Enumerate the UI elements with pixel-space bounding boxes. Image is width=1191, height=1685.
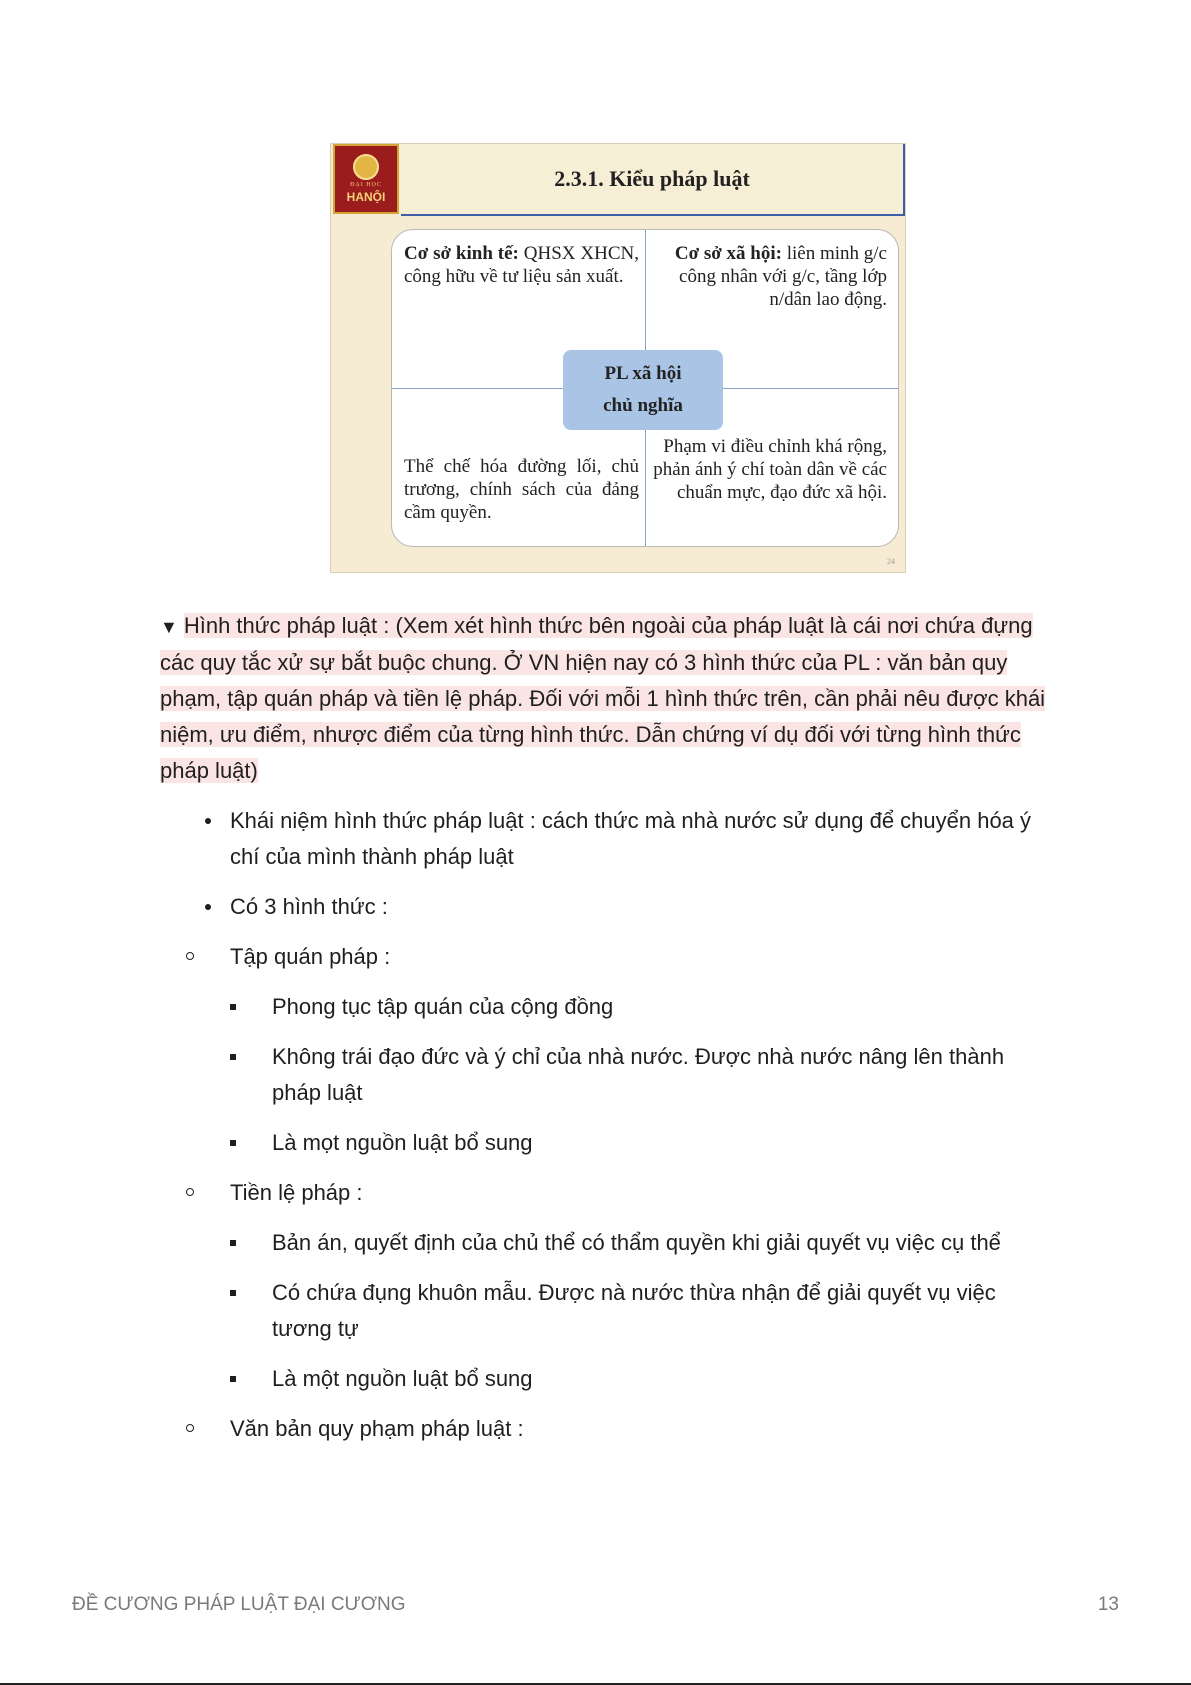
quadrant-bottom-right: Phạm vi điều chỉnh khá rộng, phản ánh ý chí toàn dân về các chuẩn mực, đạo đức xã hội. [653, 436, 887, 503]
list-item-custom-law [186, 939, 1050, 1161]
document-body [160, 608, 1050, 1447]
list-item: Không trái đạo đức và ý chỉ của nhà nước. Được nhà nước nâng lên thành pháp luật [230, 1039, 1050, 1111]
emblem-icon [353, 154, 379, 180]
quadrant-top-left [404, 242, 639, 288]
legal-docs-label: Văn bản quy phạm pháp luật : [230, 1416, 524, 1441]
custom-law-list [230, 989, 1050, 1161]
toggle-text: Hình thức pháp luật : (Xem xét hình thức bên ngoài của pháp luật là cái nơi chứa đựng các quy tắc xử sự bắt buộc chung. Ở VN hiện nay có 3 hình thức của PL : văn bản quy phạm, tập quán pháp và tiền lệ pháp. Đối với mỗi 1 hình thức trên, cần phải nêu được khái niệm, ưu điểm, nhược điểm của từng hình thức. Dẫn chứng ví dụ đối với từng hình thức pháp luật) [160, 613, 1046, 783]
economic-basis-label: Cơ sở kinh tế: [404, 243, 519, 264]
list-item: Phong tục tập quán của cộng đồng [230, 989, 1050, 1025]
toggle-triangle-icon[interactable]: ▼ [160, 617, 178, 637]
bullet-list [160, 803, 1050, 1447]
three-forms-text: Có 3 hình thức : [230, 894, 388, 919]
list-item-precedent [186, 1175, 1050, 1397]
list-item: Bản án, quyết định của chủ thể có thẩm quyền khi giải quyết vụ việc cụ thể [230, 1225, 1050, 1261]
quadrant-top-right [657, 242, 887, 311]
slide-image [330, 143, 906, 573]
logo-small-text: ĐẠI HỌC [350, 182, 382, 188]
precedent-label: Tiền lệ pháp : [230, 1180, 363, 1205]
list-item: Có chứa đụng khuôn mẫu. Được nà nước thừa nhận để giải quyết vụ việc tương tự [230, 1275, 1050, 1347]
list-item: Là một nguồn luật bổ sung [230, 1361, 1050, 1397]
university-logo [333, 144, 399, 214]
page-number: 13 [1097, 1594, 1119, 1615]
center-line-1: PL xã hội [604, 363, 682, 384]
custom-law-label: Tập quán pháp : [230, 944, 391, 969]
forms-list [186, 939, 1050, 1447]
concept-text: Khái niệm hình thức pháp luật : cách thức mà nhà nước sử dụng để chuyển hóa ý chí của mình thành pháp luật [230, 808, 1032, 869]
slide-title: 2.3.1. Kiểu pháp luật [401, 144, 905, 216]
list-item-concept [160, 803, 1050, 875]
precedent-list [230, 1225, 1050, 1397]
slide-number: 24 [887, 557, 895, 566]
economic-basis-text: QHSX XHCN, công hữu về tư liệu sản xuất. [404, 243, 639, 287]
quadrant-bottom-left: Thể chế hóa đường lối, chủ trương, chính sách của đảng cầm quyền. [404, 456, 639, 523]
social-basis-text: liên minh g/c công nhân với g/c, tầng lớp n/dân lao động. [679, 243, 887, 310]
logo-name: HANỘI [346, 190, 386, 204]
center-line-2: chủ nghĩa [603, 395, 683, 416]
list-item-three-forms [160, 889, 1050, 1447]
list-item-legal-docs [186, 1411, 1050, 1447]
footer-title: ĐỀ CƯƠNG PHÁP LUẬT ĐẠI CƯƠNG [72, 1594, 406, 1615]
list-item: Là mọt nguồn luật bổ sung [230, 1125, 1050, 1161]
social-basis-label: Cơ sở xã hội: [674, 243, 782, 264]
toggle-block[interactable] [160, 608, 1050, 789]
center-box [563, 350, 723, 430]
